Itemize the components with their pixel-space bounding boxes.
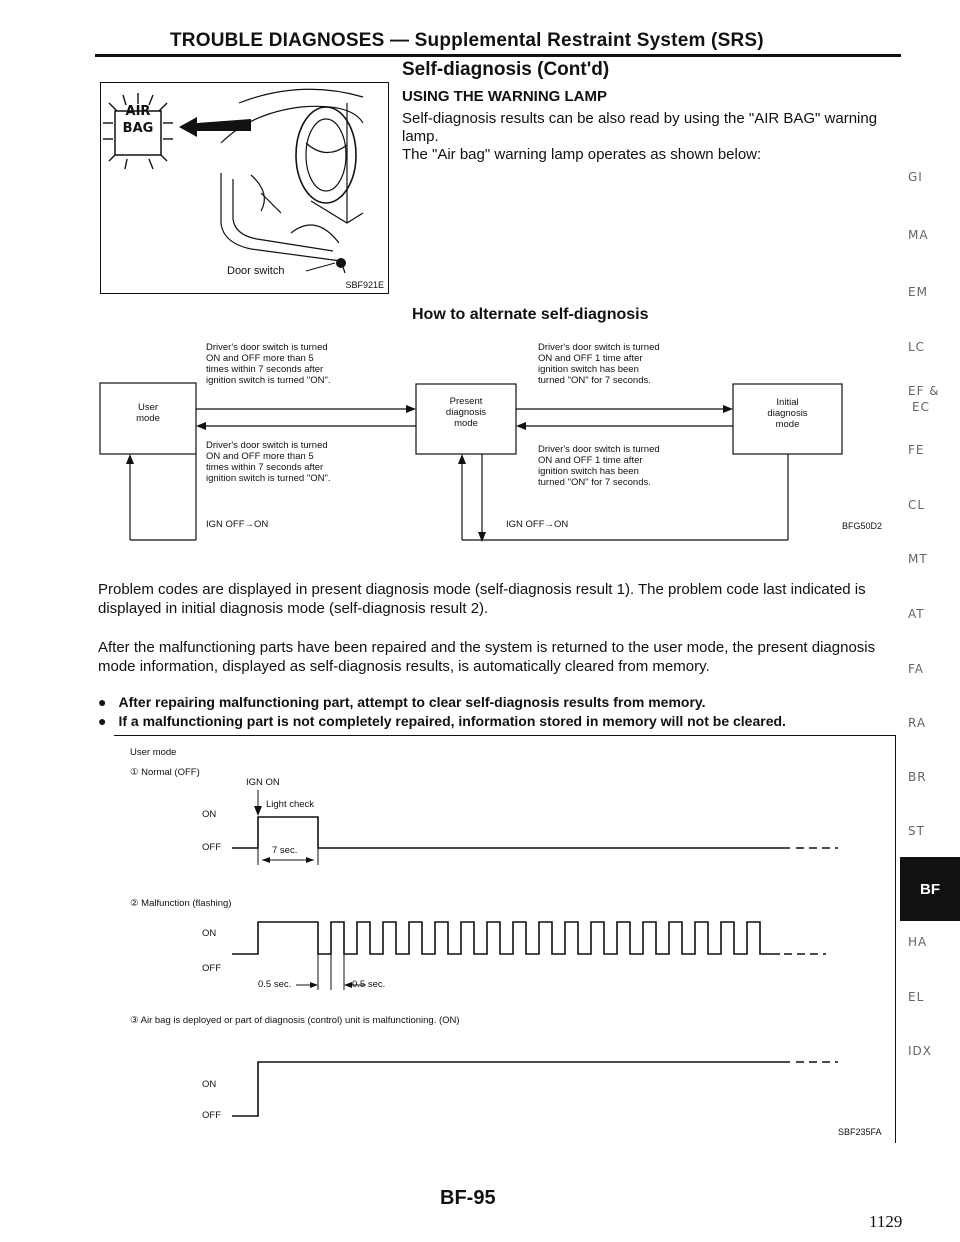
- lamp-text-bag: BAG: [122, 121, 154, 136]
- initial-mode-line: mode: [775, 419, 800, 430]
- body-paragraph-2: After the malfunctioning parts have been repaired and the system is returned to the user mode, the present diagnosis mode information, displayed as self-diagnosis results, is automatically cleared from memory.: [98, 639, 876, 675]
- diagram-code: BFG50D2: [842, 521, 883, 531]
- note-line: Driver's door switch is turned: [206, 440, 328, 451]
- tab-st[interactable]: ST: [908, 824, 925, 838]
- tab-mt[interactable]: MT: [908, 552, 928, 566]
- timing-malfunction-label: ② Malfunction (flashing): [130, 898, 232, 909]
- timing-off-2: OFF: [202, 963, 221, 974]
- tab-lc[interactable]: LC: [908, 340, 926, 354]
- malfunction-waveform: [232, 922, 780, 954]
- tab-em[interactable]: EM: [908, 285, 928, 299]
- timing-off-1: OFF: [202, 842, 221, 853]
- note-line: turned "ON" for 7 seconds.: [538, 477, 651, 488]
- present-mode-line: diagnosis: [445, 407, 487, 418]
- note-line: Driver's door switch is turned: [538, 342, 660, 353]
- present-mode-line: Present: [449, 396, 483, 407]
- timing-off-3: OFF: [202, 1110, 221, 1121]
- timing-code: SBF235FA: [838, 1127, 882, 1137]
- note-line: ignition switch has been: [538, 364, 639, 375]
- note-line: ignition switch has been: [538, 466, 639, 477]
- tab-at[interactable]: AT: [908, 607, 925, 621]
- user-mode-line: User: [137, 402, 159, 413]
- tab-ma[interactable]: MA: [908, 228, 929, 242]
- tab-el[interactable]: EL: [908, 990, 925, 1004]
- bullet-dot-icon: ●: [98, 694, 107, 710]
- timing-light-check: Light check: [266, 799, 315, 810]
- tab-bf-active[interactable]: BF: [900, 857, 960, 921]
- intro-line-2: The "Air bag" warning lamp operates as shown below:: [402, 146, 762, 163]
- subsection-title: USING THE WARNING LAMP: [402, 88, 607, 105]
- timing-deployed-label: ③ Air bag is deployed or part of diagnosis (control) unit is malfunctioning. (ON): [130, 1015, 460, 1026]
- timing-on-2: ON: [202, 928, 217, 939]
- page-header-title: TROUBLE DIAGNOSES — Supplemental Restraint System (SRS): [170, 30, 764, 51]
- timing-on-1: ON: [202, 809, 217, 820]
- timing-on-3: ON: [202, 1079, 217, 1090]
- tab-fe[interactable]: FE: [908, 443, 925, 457]
- present-mode-line: mode: [454, 418, 478, 429]
- door-switch-label: Door switch: [227, 265, 285, 277]
- note-line: ON and OFF 1 time after: [538, 353, 643, 364]
- tab-ef[interactable]: EF &: [908, 384, 940, 398]
- note-line: Driver's door switch is turned: [538, 444, 660, 455]
- note-line: ON and OFF 1 time after: [538, 455, 643, 466]
- tab-fa[interactable]: FA: [908, 662, 925, 676]
- timing-seven-sec: 7 sec.: [272, 845, 298, 856]
- intro-line-1: Self-diagnosis results can be also read by using the "AIR BAG" warning lamp.: [402, 110, 878, 145]
- timing-half-sec-b: 0.5 sec.: [352, 979, 386, 990]
- tab-idx[interactable]: IDX: [908, 1044, 932, 1058]
- note-line: times within 7 seconds after: [206, 462, 324, 473]
- tab-br[interactable]: BR: [908, 770, 927, 784]
- sheet-number: 1129: [869, 1212, 903, 1231]
- tab-ra[interactable]: RA: [908, 716, 927, 730]
- normal-waveform: [232, 817, 790, 848]
- deployed-waveform: [232, 1062, 790, 1116]
- note-line: ignition switch is turned "ON".: [206, 375, 331, 386]
- body-paragraph-1: Problem codes are displayed in present diagnosis mode (self-diagnosis result 1). The problem code last indicated is displayed in initial diagnosis mode (self-diagnosis result 2).: [98, 581, 866, 617]
- tab-cl[interactable]: CL: [908, 498, 926, 512]
- figure1-code: SBF921E: [345, 280, 384, 290]
- ign-left-label: IGN OFF→ON: [206, 519, 269, 530]
- bullet-text-2: If a malfunctioning part is not completely repaired, information stored in memory will not be cleared.: [118, 713, 786, 729]
- tab-ec[interactable]: EC: [912, 400, 930, 414]
- howto-title: How to alternate self-diagnosis: [412, 306, 649, 323]
- ign-right-label: IGN OFF→ON: [506, 519, 569, 530]
- tab-gi[interactable]: GI: [908, 170, 923, 184]
- note-line: ignition switch is turned "ON".: [206, 473, 331, 484]
- timing-normal-label: ① Normal (OFF): [130, 767, 200, 778]
- user-mode-line: mode: [136, 413, 160, 424]
- page-number: BF-95: [440, 1187, 496, 1209]
- timing-user-mode: User mode: [130, 747, 177, 758]
- note-line: turned "ON" for 7 seconds.: [538, 375, 651, 386]
- note-line: times within 7 seconds after: [206, 364, 324, 375]
- initial-mode-line: Initial: [776, 397, 799, 408]
- note-line: ON and OFF more than 5: [206, 353, 314, 364]
- bullet-text-1: After repairing malfunctioning part, attempt to clear self-diagnosis results from memory.: [118, 694, 706, 710]
- section-title: Self-diagnosis (Cont'd): [402, 59, 610, 80]
- lamp-text-air: AIR: [125, 104, 151, 119]
- timing-ign-on: IGN ON: [246, 777, 280, 788]
- initial-mode-line: diagnosis: [767, 408, 808, 419]
- bullet-dot-icon: ●: [98, 713, 107, 729]
- note-line: ON and OFF more than 5: [206, 451, 314, 462]
- timing-half-sec-a: 0.5 sec.: [258, 979, 292, 990]
- tab-ha[interactable]: HA: [908, 935, 928, 949]
- note-line: Driver's door switch is turned: [206, 342, 328, 353]
